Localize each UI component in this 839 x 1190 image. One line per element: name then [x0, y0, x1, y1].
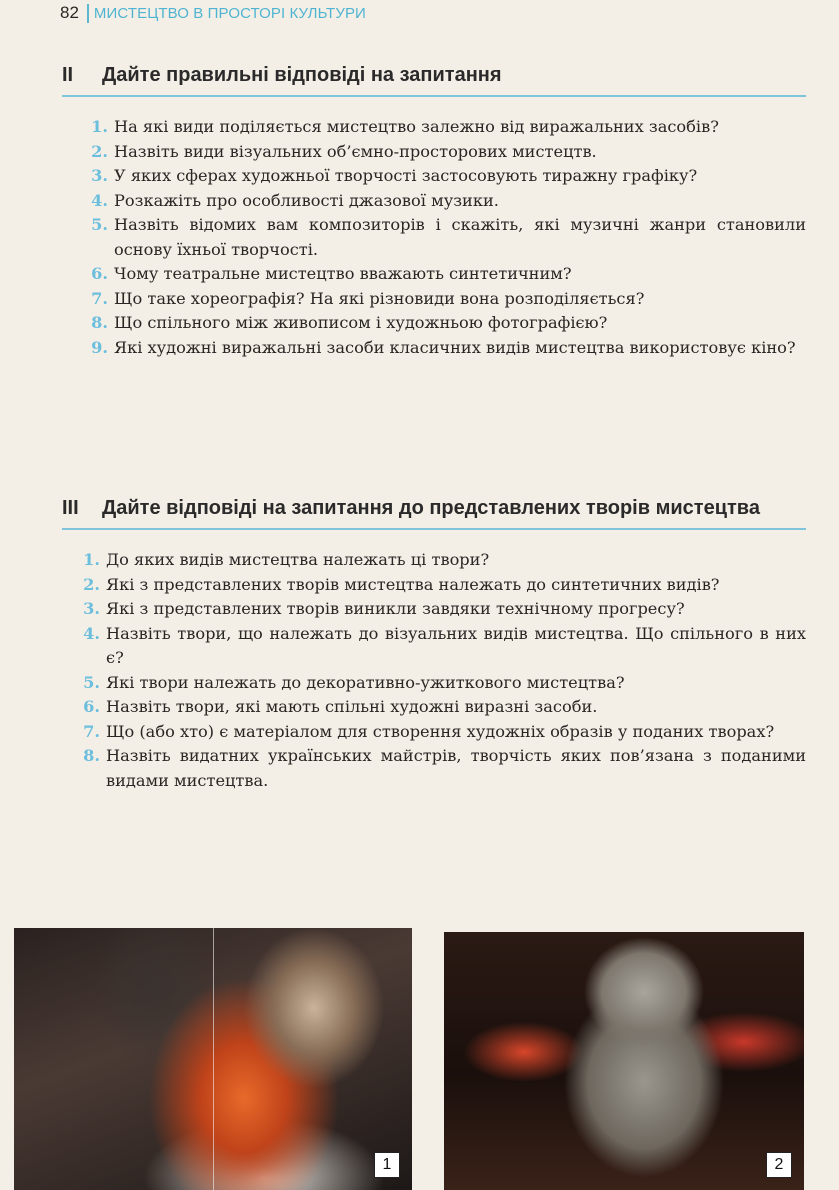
question-text: Що (або хто) є матеріалом для створення художніх образів у поданих творах?	[106, 721, 775, 741]
question-number: 4.	[83, 623, 100, 643]
question-text: До яких видів мистецтва належать ці твори?	[106, 550, 490, 569]
question-item	[70, 695, 806, 720]
question-number: 1.	[91, 117, 108, 136]
question-item	[78, 164, 806, 189]
question-text: Назвіть види візуальних об’ємно-просторових мистецтв.	[114, 141, 597, 161]
question-text: Назвіть видатних українських майстрів, творчість яких пов’язана з поданими видами мистецтва.	[106, 746, 806, 790]
question-number: 3.	[91, 166, 108, 185]
animation-still-photo	[444, 932, 804, 1190]
photo-number-label: 1	[374, 1152, 400, 1178]
section-3-question-list	[70, 548, 806, 793]
question-number: 5.	[91, 215, 108, 234]
question-number: 3.	[83, 599, 100, 618]
question-text: Що таке хореографія? На які різновиди вона розподіляється?	[114, 288, 645, 308]
question-number: 1.	[83, 550, 100, 569]
question-item	[78, 213, 806, 262]
question-item	[78, 311, 806, 336]
question-item	[78, 262, 806, 287]
question-text: Які художні виражальні засоби класичних видів мистецтва використовує кіно?	[114, 337, 796, 357]
section-2-heading	[62, 62, 806, 97]
question-text: Які з представлених творів мистецтва належать до синтетичних видів?	[106, 574, 720, 594]
question-item	[70, 548, 806, 573]
question-text: Які твори належать до декоративно-ужиткового мистецтва?	[106, 672, 625, 692]
section-2-numeral: II	[62, 64, 74, 86]
section-3	[62, 495, 806, 793]
section-2-title: Дайте правильні відповіді на запитання	[102, 64, 502, 86]
question-item	[70, 720, 806, 745]
question-number: 7.	[91, 288, 108, 308]
question-number: 6.	[91, 264, 108, 283]
question-number: 7.	[83, 721, 100, 741]
section-2	[62, 62, 806, 360]
question-item	[78, 115, 806, 140]
question-text: Назвіть твори, які мають спільні художні виразні засоби.	[106, 697, 598, 716]
question-text: У яких сферах художньої творчості застосовують тиражну графіку?	[114, 166, 698, 185]
question-number: 8.	[91, 313, 108, 332]
question-text: Розкажіть про особливості джазової музики.	[114, 190, 499, 210]
question-item	[70, 622, 806, 671]
question-item	[78, 287, 806, 312]
question-item	[70, 573, 806, 598]
question-item	[78, 189, 806, 214]
section-2-question-list	[78, 115, 806, 360]
question-number: 5.	[83, 672, 100, 692]
question-item	[70, 744, 806, 793]
question-number: 4.	[91, 190, 108, 210]
section-3-heading	[62, 495, 806, 530]
question-text: Які з представлених творів виникли завдяки технічному прогресу?	[106, 599, 685, 618]
photo-seam	[213, 928, 214, 1190]
question-text: Назвіть твори, що належать до візуальних видів мистецтва. Що спільного в них є?	[106, 623, 806, 667]
question-number: 2.	[83, 574, 100, 594]
question-item	[70, 671, 806, 696]
question-text: Назвіть відомих вам композиторів і скажіть, які музичні жанри становили основу їхньої творчості.	[114, 215, 806, 259]
question-item	[78, 140, 806, 165]
question-text: Чому театральне мистецтво вважають синтетичним?	[114, 264, 572, 283]
question-number: 6.	[83, 697, 100, 716]
question-number: 8.	[83, 746, 100, 765]
running-title: МИСТЕЦТВО В ПРОСТОРІ КУЛЬТУРИ	[93, 4, 366, 22]
question-text: На які види поділяється мистецтво залежно від виражальних засобів?	[114, 117, 719, 136]
section-3-numeral: III	[62, 497, 79, 519]
page-header	[60, 0, 366, 26]
page-number: 82	[60, 3, 79, 22]
question-item	[70, 597, 806, 622]
question-number: 9.	[91, 337, 108, 357]
question-text: Що спільного між живописом і художньою фотографією?	[114, 313, 608, 332]
question-number: 2.	[91, 141, 108, 161]
header-divider	[87, 4, 89, 23]
film-still-photo	[14, 928, 412, 1190]
section-3-title: Дайте відповіді на запитання до представлених творів мистецтва	[102, 497, 760, 519]
question-item	[78, 336, 806, 361]
photo-number-label: 2	[766, 1152, 792, 1178]
